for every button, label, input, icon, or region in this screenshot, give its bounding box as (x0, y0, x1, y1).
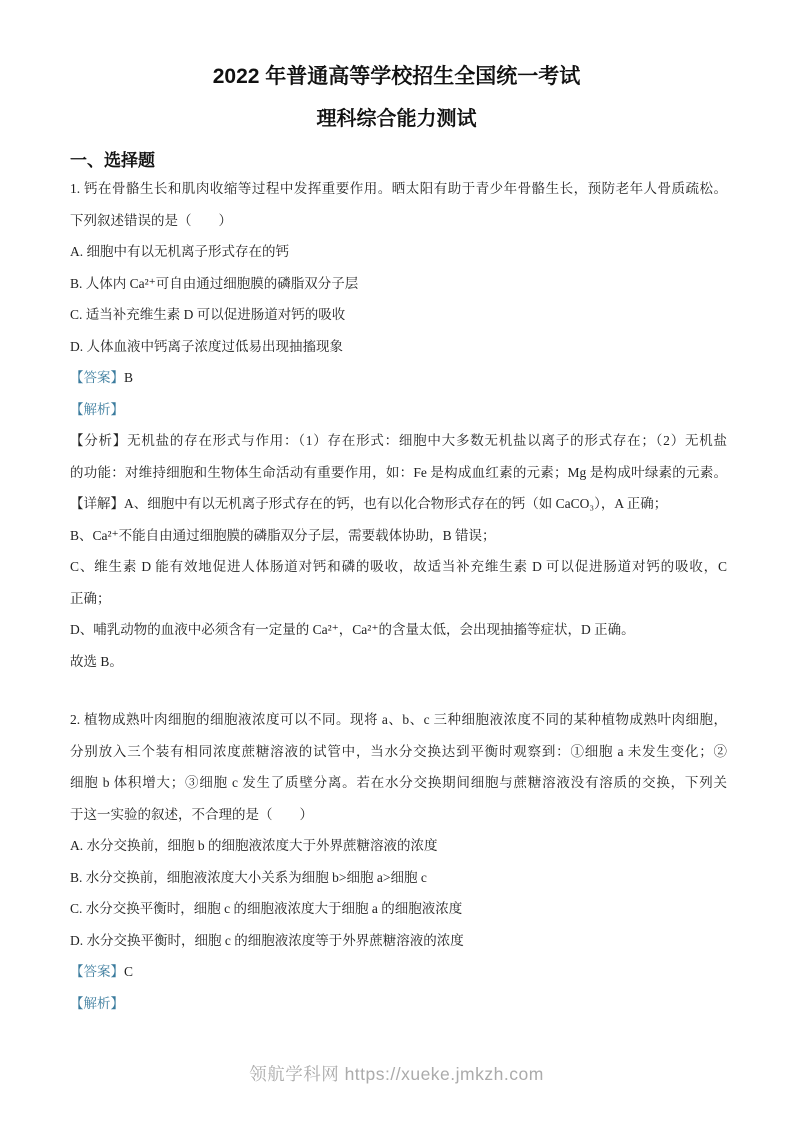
question-1-stem-line: 下列叙述错误的是（ ） (70, 212, 232, 228)
exam-subtitle: 理科综合能力测试 (316, 108, 477, 130)
question-1-conclusion-line: 故选 B。 (70, 653, 123, 669)
question-1-option-a: A. 细胞中有以无机离子形式存在的钙 (70, 244, 289, 259)
question-2-option-c: C. 水分交换平衡时，细胞 c 的细胞液浓度大于细胞 a 的细胞液浓度 (70, 901, 463, 916)
question-1-analysis-row (70, 394, 727, 426)
question-1-option-c: C. 适当补充维生素 D 可以促进肠道对钙的吸收 (70, 307, 346, 322)
question-1-option-d: D. 人体血液中钙离子浓度过低易出现抽搐现象 (70, 338, 343, 354)
question-2-stem-line: 于这一实验的叙述，不合理的是（ ） (70, 806, 313, 822)
analysis-label: 【解析】 (70, 995, 124, 1011)
question-2-stem-line: 分别放入三个装有相同浓度蔗糖溶液的试管中，当水分交换达到平衡时观察到：①细胞 a 未发生变化；② (70, 743, 727, 759)
answer-value: C (124, 964, 134, 979)
question-spacer (70, 677, 727, 704)
question-2 (70, 704, 727, 1019)
document-body (70, 149, 727, 1019)
question-1-answer-row (70, 362, 727, 394)
answer-value: B (124, 370, 134, 385)
question-1-stem-line: 1. 钙在骨骼生长和肌肉收缩等过程中发挥重要作用。晒太阳有助于青少年骨骼生长，预防老年人骨质疏松。 (70, 181, 727, 196)
exam-title: 2022 年普通高等学校招生全国统一考试 (212, 65, 581, 88)
question-1-explain-line: C、维生素 D 能有效地促进人体肠道对钙和磷的吸收，故适当补充维生素 D 可以促进肠道对钙的吸收，C (70, 559, 727, 574)
question-2-answer-row (70, 956, 727, 988)
watermark-footer: 领航学科网 https://xueke.jmkzh.com (249, 1064, 544, 1084)
question-2-option-d: D. 水分交换平衡时，细胞 c 的细胞液浓度等于外界蔗糖溶液的浓度 (70, 932, 464, 948)
section-heading: 一、选择题 (70, 151, 155, 170)
answer-label: 【答案】 (70, 964, 124, 979)
question-2-option-b: B. 水分交换前，细胞液浓度大小关系为细胞 b>细胞 a>细胞 c (70, 869, 427, 885)
question-1 (70, 173, 727, 677)
question-1-option-b: B. 人体内 Ca²⁺可自由通过细胞膜的磷脂双分子层 (70, 275, 359, 291)
question-1-explain-line: 【分析】无机盐的存在形式与作用：（1）存在形式：细胞中大多数无机盐以离子的形式存在；（2）无机盐 (70, 433, 727, 448)
question-2-stem-line: 细胞 b 体积增大；③细胞 c 发生了质壁分离。若在水分交换期间细胞与蔗糖溶液没有溶质的交换，下列关 (70, 775, 727, 790)
question-1-explain-line: 【详解】A、细胞中有以无机离子形式存在的钙，也有以化合物形式存在的钙（如 CaCO₃），A 正确； (70, 496, 668, 511)
analysis-label: 【解析】 (70, 401, 124, 417)
question-1-explain-line: 的功能：对维持细胞和生物体生命活动有重要作用，如：Fe 是构成血红素的元素；Mg 是构成叶绿素的元素。 (70, 464, 727, 480)
question-1-explain-line: D、哺乳动物的血液中必须含有一定量的 Ca²⁺，Ca²⁺的含量太低，会出现抽搐等症状，D 正确。 (70, 622, 635, 637)
question-2-option-a: A. 水分交换前，细胞 b 的细胞液浓度大于外界蔗糖溶液的浓度 (70, 838, 438, 853)
answer-label: 【答案】 (70, 370, 124, 385)
question-2-stem-line: 2. 植物成熟叶肉细胞的细胞液浓度可以不同。现将 a、b、c 三种细胞液浓度不同的某种植物成熟叶肉细胞， (70, 712, 727, 727)
question-2-analysis-row (70, 988, 727, 1020)
question-1-explain-line: 正确； (70, 590, 111, 606)
question-1-explain-line: B、Ca²⁺不能自由通过细胞膜的磷脂双分子层，需要载体协助，B 错误； (70, 527, 496, 543)
